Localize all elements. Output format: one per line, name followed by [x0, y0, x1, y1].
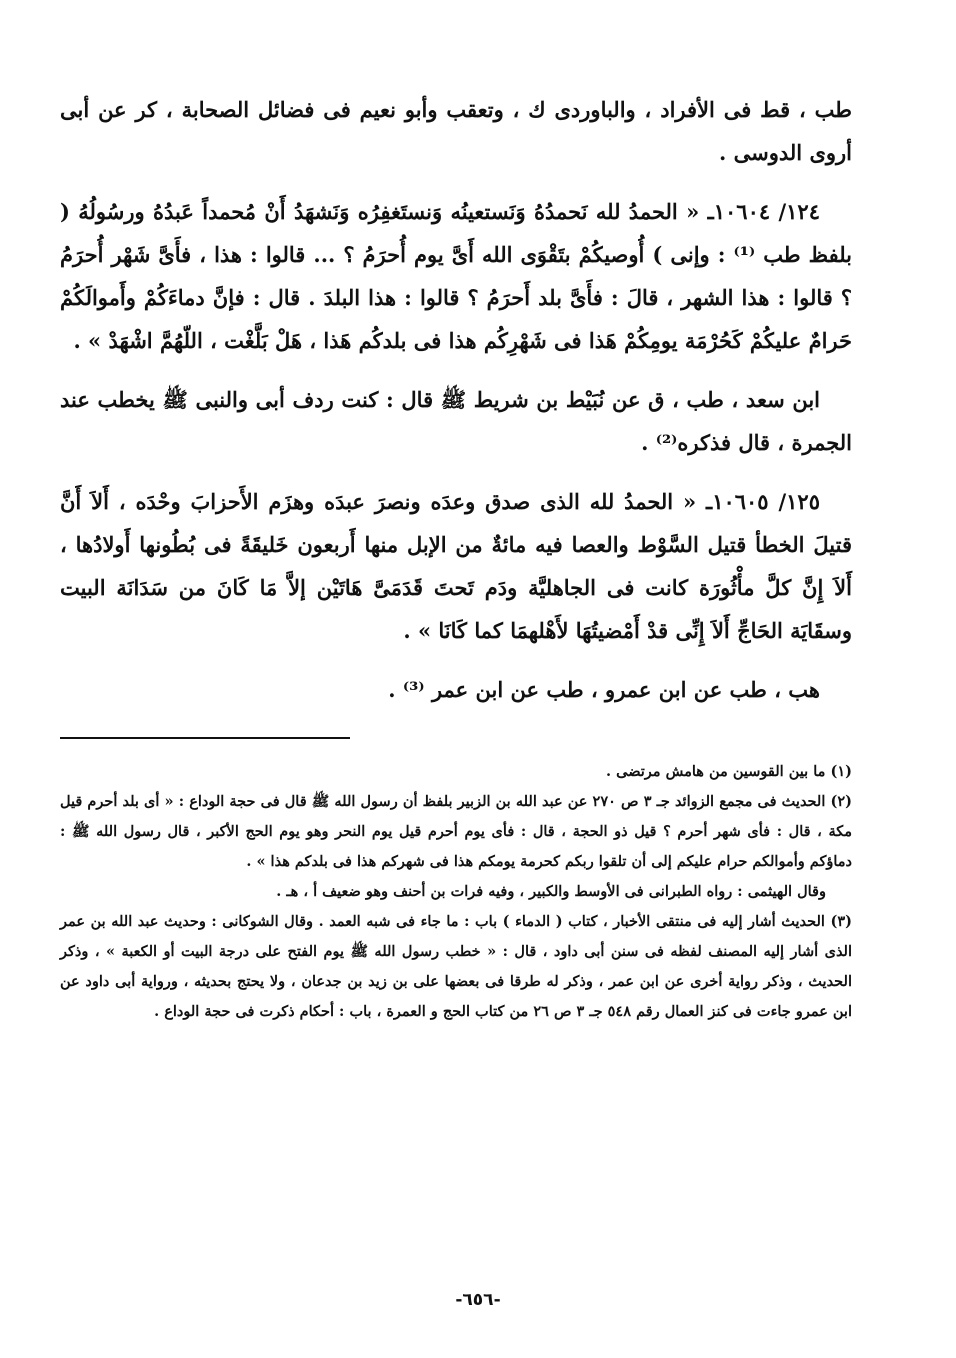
paragraph: ابن سعد ، طب ، ق عن نُبَيْط بن شريط ﷺ قال : كنت ردف أبى والنبى ﷺ يخطب عند الجمرة ، قال فذكره⁽²⁾ .: [60, 387, 852, 455]
footnote-2-continued: وقال الهيثمى : رواه الطبرانى فى الأوسط والكبير ، وفيه فرات بن أحنف وهو ضعيف أ ، هـ .: [276, 883, 826, 900]
paragraph-source-3: [60, 668, 852, 711]
paragraph-source-1: [60, 88, 852, 174]
footnote-3: (٣) الحديث أشار إليه فى منتقى الأخبار ، كتاب ( الدماء ) باب : ما جاء فى شبه العمد . وقال الشوكانى : وحديث عبد الله بن عمر الذى أشار إليه المصنف لفظه فى سنن أبى داود ، قال : « خطب رسول الله ﷺ يوم الفتح على درجة البيت أو الكعبة » ، وذكر الحديث ، وذكر رواية أخرى عن ابن عمر ، وذكر له طرقا فى بعضها على بن زيد بن جدعان ، ولا يحتج بحديثه ، ورواية أبى داود عن ابن عمرو جاءت فى كنز العمال رقم ٥٤٨ جـ ٣ ص ٢٦ من كتاب الحج و العمرة ، باب : أحكام ذكرت فى حجة الوداع .: [60, 913, 852, 1020]
footnotes: [60, 757, 852, 1027]
paragraph: طب ، قط فى الأفراد ، والباوردى ك ، وتعقب وأبو نعيم فى فضائل الصحابة ، كر عن أبى أروى الدوسى .: [60, 97, 852, 165]
hadith-124: [60, 190, 852, 362]
paragraph-source-2: [60, 378, 852, 464]
paragraph: ١٢٤/ ١٠٦٠٤ـ « الحمدُ لله نَحمدُهُ وَنَستعينُه وَنستَغفِرُه وَنَشهَدُ أَنْ مُحمداً عَبدُهُ ورسُولُهُ ( بلفظ طب ⁽¹⁾ : وإنى ) أُوصيكُمْ بتَقْوَى الله أَىَّ يوم أُحرَمُ ؟ ... قالوا : هذا ، فأَىَّ شَهْر أُحرَمُ ؟ قالوا : هذا الشهر ، قالَ : فأَىَّ بلد أَحرَمُ ؟ قالوا : هذا البلدَ . قال : فإنَّ دماءَكُمْ وأَموالَكُمْ حَرامٌ عليكُمْ كَحُرْمَة يومِكُمْ هَذا فى شَهْرِكُم هذا فى بلدكُم هَذا ، هَلْ بَلَّغْت ، اللّهُمَّ اشْهَدْ » .: [60, 199, 853, 353]
footnote-1: (١) ما بين القوسين من هامش مرتضى .: [606, 763, 852, 780]
footnote-divider: [60, 737, 350, 739]
page: [60, 88, 852, 1358]
paragraph: هب ، طب عن ابن عمرو ، طب عن ابن عمر ⁽³⁾ .: [388, 677, 820, 702]
page-number: -٦٥٦-: [455, 1290, 501, 1310]
paragraph: ١٢٥/ ١٠٦٠٥ـ « الحمدُ لله الذى صدق وعدَه ونصرَ عبدَه وهزَم الأَحزابَ وحْدَه ، أَلاَ أَنَّ قتيلَ الخطأ قتيل السَّوْط والعصا فيه مائةٌ من الإبل منها أَربعون خَليقَةً فى بُطُونها أَولادُها ، أَلاَ إِنَّ كلَّ مأْثُورَة كانت فى الجاهليَّة ودَم تَحتَ قَدَمَىَّ هَاتَيْن إلاَّ مَا كَانَ من سَدَانَة البيت وسقَايَة الحَاجِّ أَلاَ إِنِّى قدْ أَمْضيتُهَا لأَهْلهمَا كما كَانَا » .: [60, 489, 852, 643]
hadith-125: [60, 480, 852, 652]
footnote-2: (٢) الحديث فى مجمع الزوائد جـ ٣ ص ٢٧٠ عن عبد الله بن الزبير بلفظ أن رسول الله ﷺ قال فى حجة الوداع : « أى بلد أحرم قيل مكة ، قال : فأى شهر أحرم ؟ قيل ذو الحجة ، قال : فأى يوم أحرم قيل يوم النحر وهو يوم الحج الأكبر ، قال رسول الله ﷺ : دماؤكم وأموالكم حرام عليكم إلى أن تلقوا ربكم كحرمة يومكم هذا فى شهركم هذا فى بلدكم هذا » .: [60, 793, 853, 870]
main-text: [60, 88, 852, 711]
